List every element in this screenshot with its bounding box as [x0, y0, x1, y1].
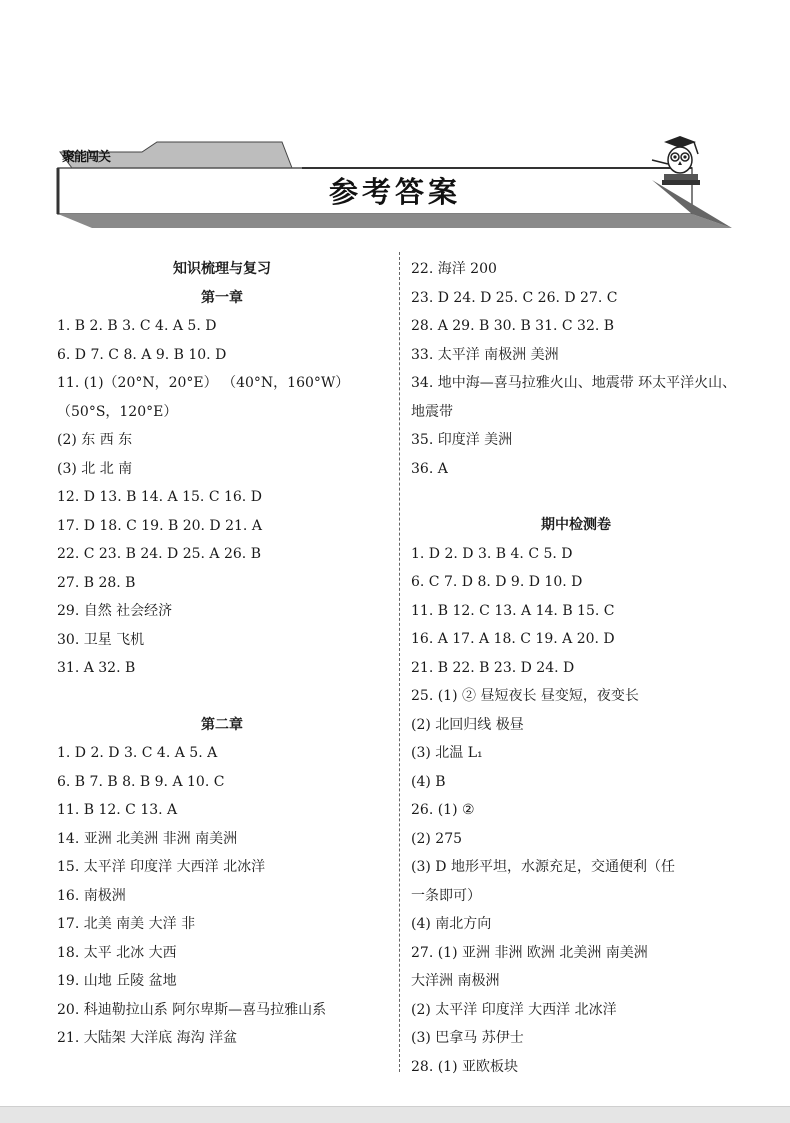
answer-line: 12. D 13. B 14. A 15. C 16. D — [57, 489, 262, 505]
chapter1-answers — [57, 312, 387, 683]
answer-line: 20. 科迪勒拉山系 阿尔卑斯—喜马拉雅山系 — [57, 1001, 327, 1018]
continued-answers — [411, 255, 741, 483]
answer-line: 6. D 7. C 8. A 9. B 10. D — [57, 346, 227, 363]
answer-line: 28. A 29. B 30. B 31. C 32. B — [411, 318, 615, 334]
answer-line: 11. (1)（20°N，20°E） （40°N，160°W） — [57, 375, 350, 391]
answer-line: 地震带 — [411, 403, 453, 420]
answer-line: 25. (1) ② 昼短夜长 昼变短，夜变长 — [411, 688, 639, 704]
answer-line: 34. 地中海—喜马拉雅火山、地震带 环太平洋火山、 — [411, 375, 737, 391]
answer-line: 一条即可） — [411, 887, 481, 904]
answer-line: 17. D 18. C 19. B 20. D 21. A — [57, 517, 262, 534]
chapter-title: 期中检测卷 — [541, 517, 611, 533]
answer-line: 6. B 7. B 8. B 9. A 10. C — [57, 773, 225, 790]
answer-line: 22. 海洋 200 — [411, 261, 497, 277]
answer-line: 33. 太平洋 南极洲 美洲 — [411, 346, 559, 363]
answer-line: (2) 275 — [411, 830, 463, 847]
answer-line: （50°S，120°E） — [57, 403, 178, 420]
chapter2-answers — [57, 739, 387, 1053]
answer-line: 19. 山地 丘陵 盆地 — [57, 973, 177, 989]
answer-line: 27. B 28. B — [57, 574, 136, 591]
answer-line: 21. B 22. B 23. D 24. D — [411, 659, 575, 676]
answer-line: 27. (1) 亚洲 非洲 欧洲 北美洲 南美洲 — [411, 944, 648, 961]
answer-line: (4) 南北方向 — [411, 916, 492, 932]
answer-line: (3) 北 北 南 — [57, 460, 133, 477]
answer-line: 16. A 17. A 18. C 19. A 20. D — [411, 631, 615, 647]
answer-line: 29. 自然 社会经济 — [57, 603, 173, 619]
answer-line: (4) B — [411, 773, 446, 790]
answer-line: 28. (1) 亚欧板块 — [411, 1058, 518, 1075]
answer-line: 22. C 23. B 24. D 25. A 26. B — [57, 546, 261, 562]
answer-line: 14. 亚洲 北美洲 非洲 南美洲 — [57, 830, 238, 847]
answer-line: (2) 太平洋 印度洋 大西洋 北冰洋 — [411, 1001, 617, 1018]
answer-line: 31. A 32. B — [57, 660, 136, 676]
answer-line: 35. 印度洋 美洲 — [411, 432, 513, 448]
answer-line: 18. 太平 北冰 大西 — [57, 944, 177, 961]
chapter-title: 第一章 — [201, 289, 243, 306]
answer-line: 6. C 7. D 8. D 9. D 10. D — [411, 574, 583, 590]
answer-line: 15. 太平洋 印度洋 大西洋 北冰洋 — [57, 859, 266, 875]
bottom-edge — [0, 1106, 790, 1123]
answer-line: 11. B 12. C 13. A — [57, 802, 178, 818]
answer-line: (2) 东 西 东 — [57, 432, 133, 448]
right-column — [411, 255, 741, 1081]
midterm-answers — [411, 540, 741, 1082]
answer-line: 大洋洲 南极洲 — [411, 973, 500, 989]
page-title: 参考答案 — [328, 175, 461, 209]
column-divider — [399, 252, 400, 1072]
answer-line: 26. (1) ② — [411, 802, 475, 818]
answer-line: 17. 北美 南美 大洋 非 — [57, 916, 196, 932]
answer-line: 21. 大陆架 大洋底 海沟 洋盆 — [57, 1030, 238, 1046]
answer-line: (2) 北回归线 极昼 — [411, 716, 524, 733]
answer-line: (3) 巴拿马 苏伊士 — [411, 1030, 524, 1046]
answer-line: 16. 南极洲 — [57, 887, 126, 904]
section-title: 知识梳理与复习 — [173, 261, 271, 277]
brand-logo: 聚能闯关 — [62, 150, 111, 165]
answer-line: 23. D 24. D 25. C 26. D 27. C — [411, 289, 618, 306]
answer-line: 11. B 12. C 13. A 14. B 15. C — [411, 602, 615, 619]
chapter-title: 第二章 — [201, 716, 243, 733]
owl-graduation-cap-icon — [650, 132, 708, 188]
answer-line: (3) 北温 L₁ — [411, 745, 483, 761]
answer-line: 36. A — [411, 460, 448, 477]
answer-line: 1. D 2. D 3. B 4. C 5. D — [411, 545, 573, 562]
answer-line: 30. 卫星 飞机 — [57, 631, 145, 648]
answer-line: (3) D 地形平坦，水源充足，交通便利（任 — [411, 859, 675, 875]
answer-line: 1. B 2. B 3. C 4. A 5. D — [57, 318, 217, 334]
left-column — [57, 255, 387, 1053]
answer-line: 1. D 2. D 3. C 4. A 5. A — [57, 745, 218, 761]
